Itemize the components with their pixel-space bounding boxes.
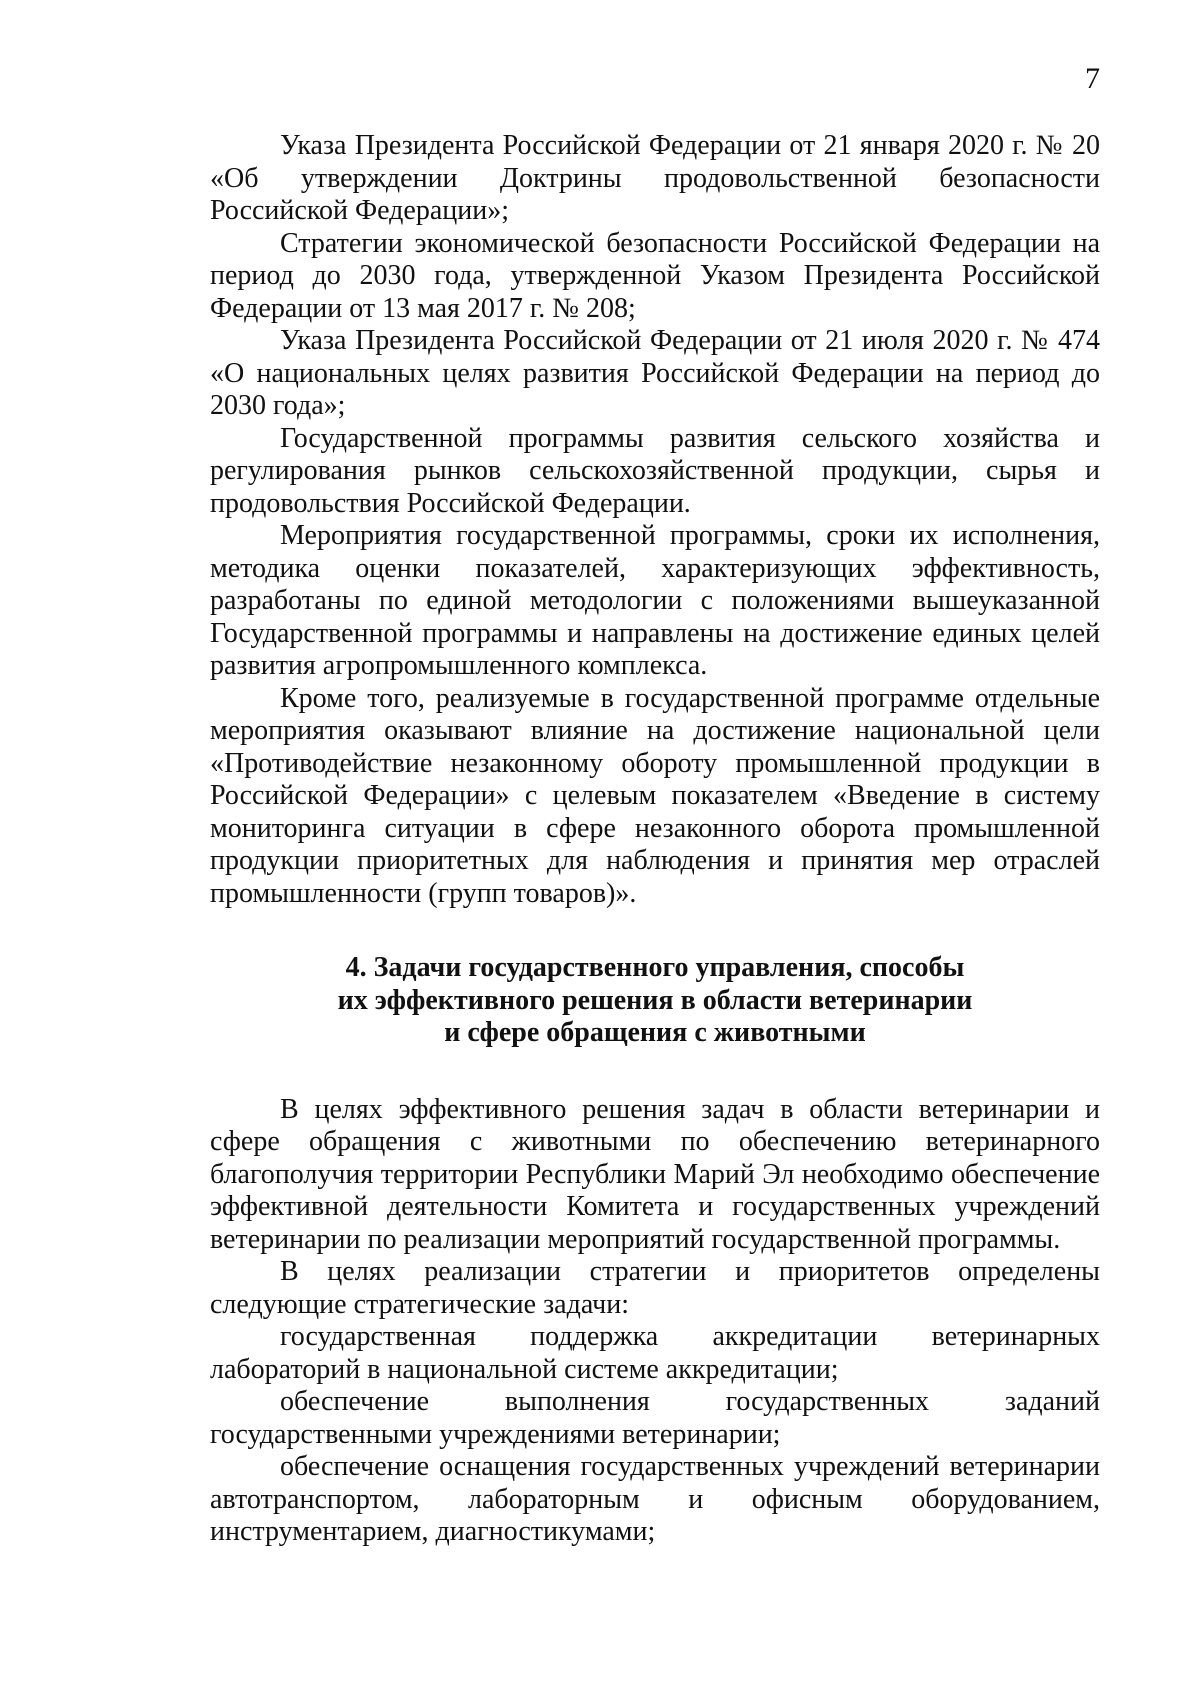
section-heading-line: 4. Задачи государственного управления, способы [345, 952, 965, 983]
task-item: обеспечение выполнения государственных заданий государственными учреждениями ветеринарии; [210, 1386, 1100, 1450]
section-heading [210, 952, 1100, 1050]
paragraph: Кроме того, реализуемые в государственной программе отдельные мероприятия оказывают влияние на достижение национальной цели «Противодействие незаконному обороту промышленной продукции в Российской Федерации» с целевым показателем «Введение в систему мониторинга ситуации в сфере незаконного оборота промышленной продукции приоритетных для наблюдения и принятия мер отраслей промышленности (групп товаров)». [210, 682, 1100, 909]
paragraph: Государственной программы развития сельского хозяйства и регулирования рынков сельскохозяйственной продукции, сырья и продовольствия Российской Федерации. [210, 422, 1100, 519]
paragraph: Указа Президента Российской Федерации от 21 июля 2020 г. № 474 «О национальных целях развития Российской Федерации на период до 2030 года»; [210, 325, 1100, 421]
paragraph: Мероприятия государственной программы, сроки их исполнения, методика оценки показателей, характеризующих эффективность, разработаны по единой методологии с положениями вышеуказанной Государственной программы и направлены на достижение единых целей развития агропромышленного комплекса. [210, 520, 1100, 681]
page-number: 7 [1085, 62, 1100, 95]
paragraph: Указа Президента Российской Федерации от 21 января 2020 г. № 20 «Об утверждении Доктрины продовольственной безопасности Российской Федерации»; [210, 130, 1100, 226]
document-body [210, 130, 1100, 1549]
task-item: обеспечение оснащения государственных учреждений ветеринарии автотранспортом, лабораторным и офисным оборудованием, инструментарием, диагностикумами; [210, 1451, 1100, 1547]
task-item: государственная поддержка аккредитации ветеринарных лабораторий в национальной системе аккредитации; [210, 1321, 1100, 1385]
paragraph: В целях реализации стратегии и приоритетов определены следующие стратегические задачи: [210, 1256, 1100, 1320]
section-heading-line: и сфере обращения с животными [444, 1017, 866, 1048]
paragraph: Стратегии экономической безопасности Российской Федерации на период до 2030 года, утвержденной Указом Президента Российской Федерации от 13 мая 2017 г. № 208; [210, 227, 1100, 324]
section-heading-line: их эффективного решения в области ветеринарии [337, 984, 973, 1016]
paragraph: В целях эффективного решения задач в области ветеринарии и сфере обращения с животными по обеспечению ветеринарного благополучия территории Республики Марий Эл необходимо обеспечение эффективной деятельности Комитета и государственных учреждений ветеринарии по реализации мероприятий государственной программы. [210, 1093, 1100, 1255]
